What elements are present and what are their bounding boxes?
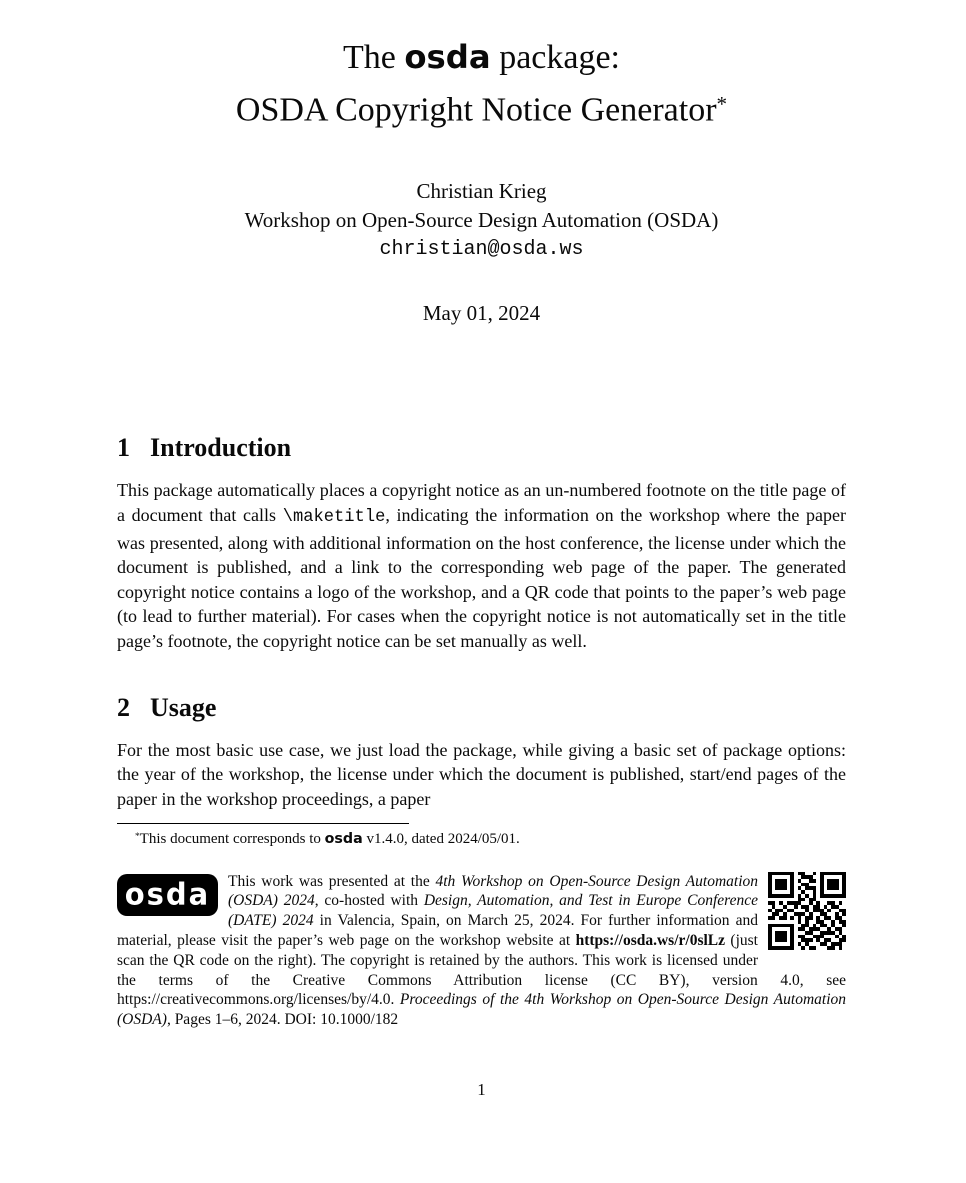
page-number: 1 bbox=[477, 1079, 486, 1099]
text-segment: v1.4.0, dated 2024/05/01. bbox=[362, 831, 520, 848]
author-affiliation: Workshop on Open-Source Design Automation (OSDA) bbox=[244, 208, 719, 233]
text-segment: (just scan the QR code on the right). The copyright is retained by the authors. This work is licensed under the terms of the Creative Commons Attribution license (CC BY), version 4.0, see bbox=[117, 931, 846, 989]
text-segment: For the most basic use case, we just load the package, while giving a basic set of package options: the year of the workshop, the license under which the document is published, start/end pages of the paper in the workshop proceedings, a paper bbox=[117, 739, 846, 809]
introduction-paragraph bbox=[117, 478, 846, 653]
text-segment: OSDA Copyright Notice Generator bbox=[235, 91, 717, 129]
title-block bbox=[117, 34, 846, 133]
paper-title-line-1 bbox=[117, 34, 846, 81]
package-name: osda bbox=[404, 38, 491, 76]
footnote-area bbox=[117, 823, 846, 849]
author-name: Christian Krieg bbox=[416, 179, 547, 204]
footnote-text bbox=[117, 828, 846, 849]
copyright-notice bbox=[117, 872, 846, 1030]
paper-title bbox=[117, 34, 846, 133]
text-segment: . bbox=[390, 991, 400, 1009]
footnote-mark: * bbox=[135, 832, 140, 843]
footnote-rule bbox=[117, 823, 409, 824]
qr-module bbox=[842, 946, 846, 950]
text-segment: , Pages 1–6, 2024. DOI: 10.1000/182 bbox=[166, 1011, 399, 1029]
inline-code: \maketitle bbox=[282, 508, 386, 528]
osda-logo-text: osda bbox=[124, 876, 211, 912]
osda-logo bbox=[117, 874, 218, 916]
author-email[interactable]: christian@osda.ws bbox=[379, 238, 584, 262]
paper-title-line-2 bbox=[117, 81, 846, 133]
author-block bbox=[117, 177, 846, 264]
section-number: 1 bbox=[117, 433, 130, 463]
qr-code bbox=[768, 872, 846, 950]
section-number: 2 bbox=[117, 692, 130, 722]
section-heading-introduction bbox=[117, 432, 846, 463]
text-segment: This work was presented at the bbox=[228, 872, 436, 890]
text-segment: This package automatically places a copyright notice as an un-numbered footnote on the title page of a document that calls bbox=[117, 480, 846, 526]
title-footnote-mark: * bbox=[716, 92, 728, 116]
text-segment: , co-hosted with bbox=[314, 892, 424, 910]
document-date: May 01, 2024 bbox=[422, 301, 541, 326]
cc-license-link[interactable]: https://creativecommons.org/licenses/by/4.0 bbox=[117, 991, 391, 1009]
text-segment: package: bbox=[490, 39, 620, 76]
text-segment: , indicating the information on the workshop where the paper was presented, along with additional information on the host conference, the license under which the document is published, and a link to the corresponding web page of the paper. The generated copyright notice contains a logo of the workshop, and a QR code that points to the paper’s web page (to lead to further material). For cases when the copyright notice is not automatically set in the title page’s footnote, the copyright notice can be set manually as well. bbox=[117, 505, 846, 652]
text-segment: The bbox=[343, 39, 405, 76]
package-name: osda bbox=[324, 831, 363, 848]
conference-name: Design, Automation, and Test in Europe Conference (DATE) 2024 bbox=[228, 892, 758, 930]
copyright-notice-text bbox=[117, 873, 846, 1029]
text-segment: This document corresponds to bbox=[139, 831, 325, 848]
section-title: Introduction bbox=[150, 433, 292, 463]
section-title: Usage bbox=[150, 692, 217, 722]
text-segment: in Valencia, Spain, on March 25, 2024. For further information and material, please visit the paper’s web page on the workshop website at bbox=[117, 912, 759, 949]
paper-url-link[interactable]: https://osda.ws/r/0slLz bbox=[575, 931, 726, 949]
section-heading-usage bbox=[117, 692, 846, 723]
usage-paragraph bbox=[117, 738, 846, 812]
workshop-name: 4th Workshop on Open-Source Design Automation (OSDA) 2024 bbox=[228, 872, 759, 910]
proceedings-name: Proceedings of the 4th Workshop on Open-Source Design Automation (OSDA) bbox=[117, 991, 847, 1029]
